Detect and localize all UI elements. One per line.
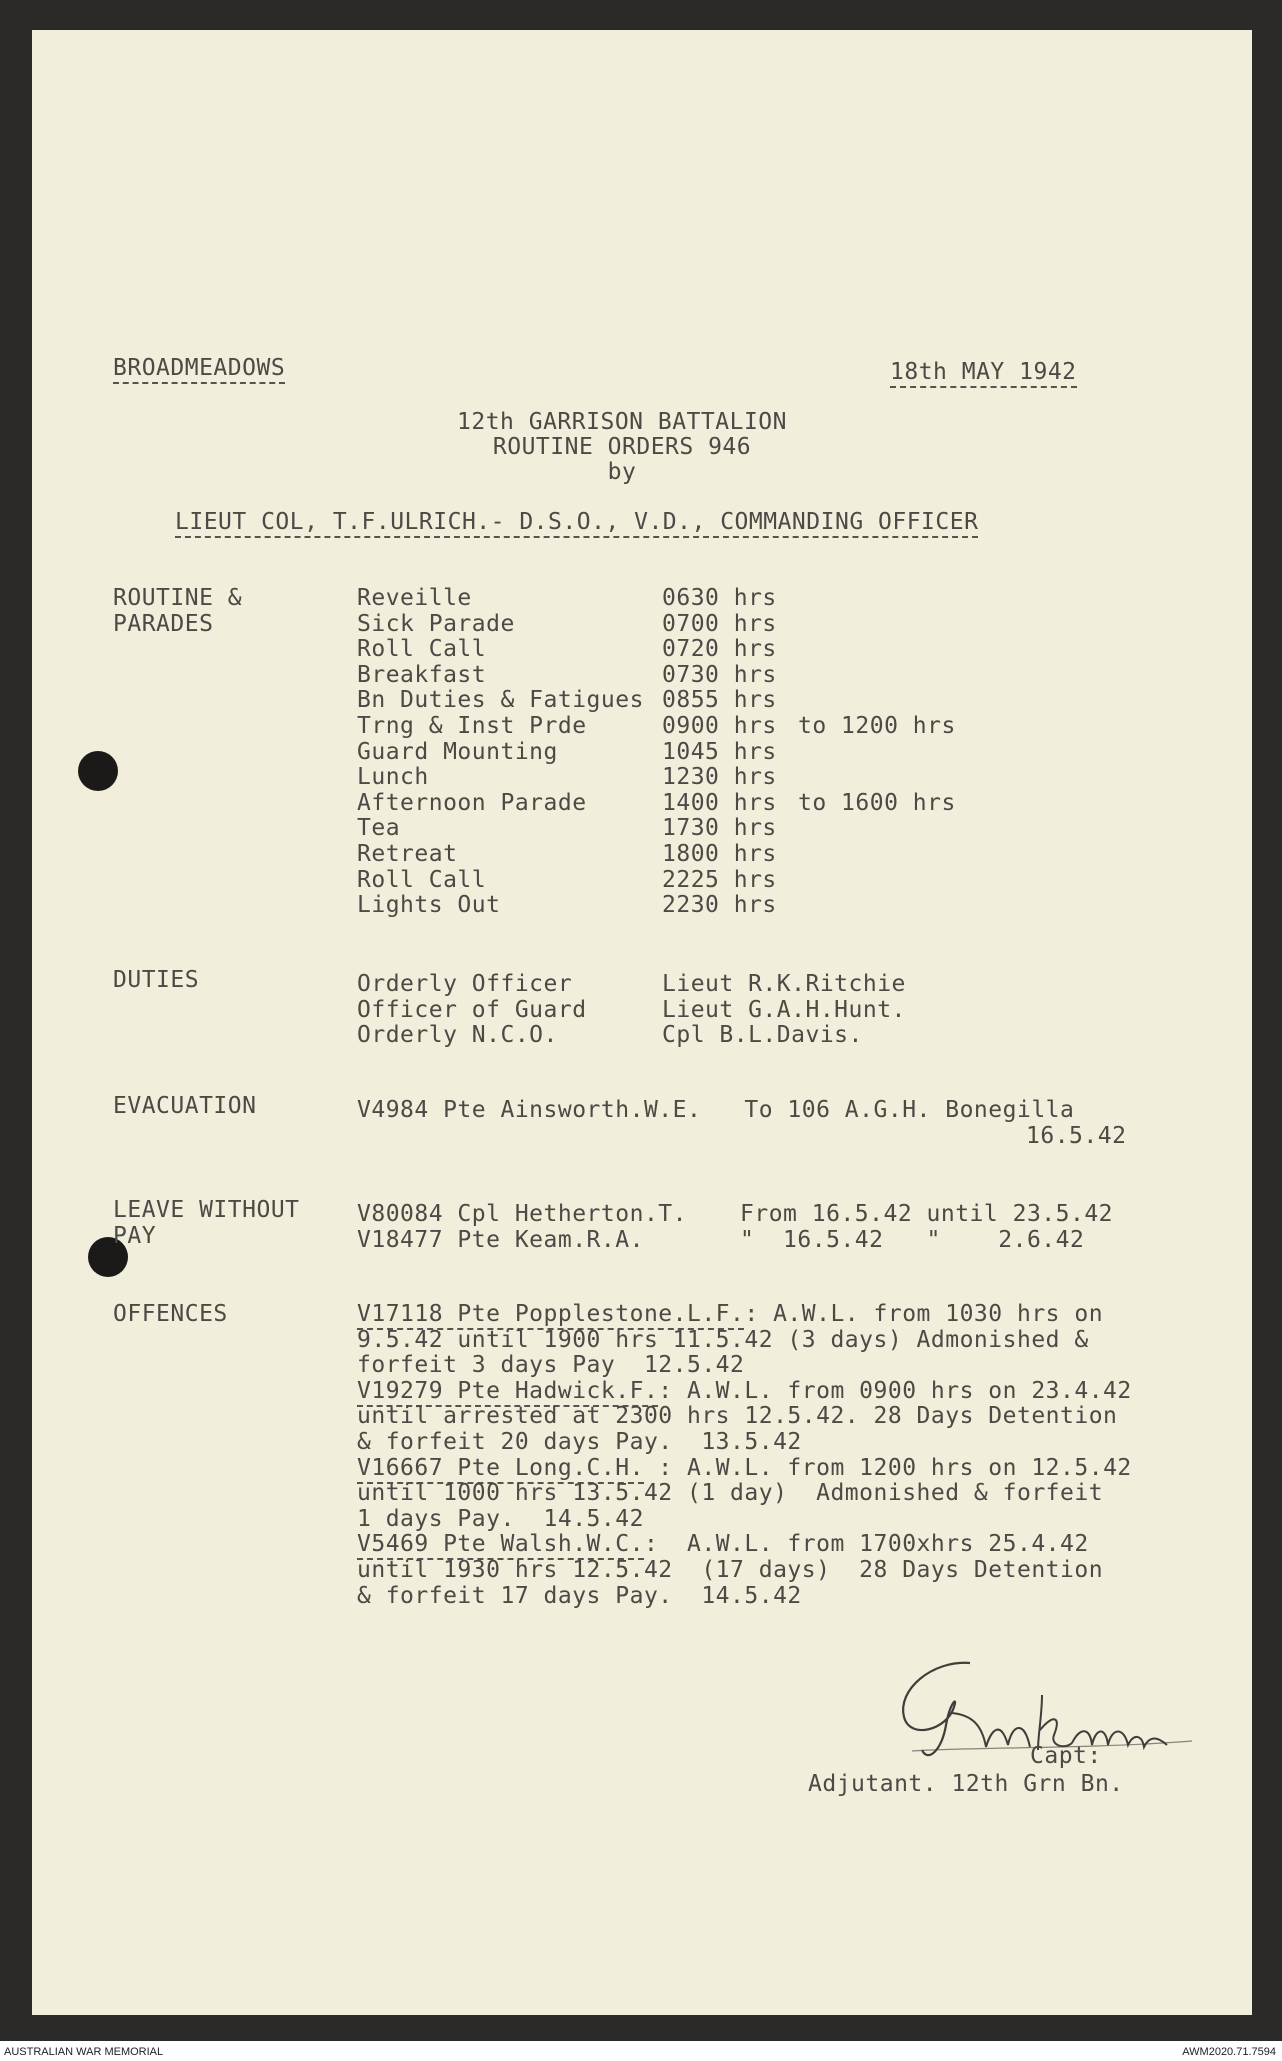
leave-soldier: V18477 Pte Keam.R.A. [357,1226,644,1253]
offence-entry [357,1302,1103,1379]
duty-role: Orderly Officer [357,971,573,997]
routine-item-time: 0730 hrs [662,661,777,688]
duty-role: Orderly N.C.O. [357,1022,558,1049]
offence-text: : A.W.L. from 1030 hrs on [744,1301,1104,1327]
routine-item-time: 2225 hrs [662,866,777,893]
routine-item-label: Guard Mounting [357,738,558,765]
offence-first-line [357,1379,1132,1405]
offences-heading: OFFENCES [113,1301,228,1327]
order-date: 18th MAY 1942 [890,360,1077,386]
offence-text: until 1930 hrs 12.5.42 (17 days) 28 Days Detention [357,1556,1104,1583]
routine-item-label: Trng & Inst Prde [357,713,587,739]
offence-text: 1 days Pay. 14.5.42 [357,1505,644,1532]
offence-text: : A.W.L. from 1700xhrs 25.4.42 [643,1531,1089,1558]
routine-item-time: 1730 hrs [662,815,777,842]
leave-heading: LEAVE WITHOUT PAY [113,1197,300,1249]
leave-soldier: V80084 Cpl Hetherton.T. [357,1201,687,1227]
routine-item-label: Afternoon Parade [357,789,587,816]
routine-item-time: 0630 hrs [662,585,777,611]
offence-entry [357,1532,1103,1609]
offence-text: & forfeit 20 days Pay. 13.5.42 [357,1428,802,1455]
duty-role: Officer of Guard [357,996,587,1023]
evacuation-heading: EVACUATION [113,1093,257,1119]
routine-item-label: Roll Call [357,636,487,663]
offence-first-line [357,1456,1132,1482]
routine-item-time: 1800 hrs [662,841,777,867]
routine-item-extra: to 1600 hrs [798,789,956,816]
offence-text: forfeit 3 days Pay 12.5.42 [357,1352,745,1379]
routine-item-time: 0900 hrs [662,713,777,739]
leave-period: " 16.5.42 " 2.6.42 [740,1226,1085,1253]
routine-item-extra: to 1200 hrs [798,713,956,739]
routine-item-label: Retreat [357,841,458,867]
routine-item-label: Lights Out [357,892,501,919]
routine-item-label: Breakfast [357,661,487,688]
orders-title: ROUTINE ORDERS 946 [492,434,752,460]
archive-name: AUSTRALIAN WAR MEMORIAL [4,2046,164,2058]
unit-title: 12th GARRISON BATTALION [457,409,787,435]
routine-item-time: 0855 hrs [662,687,777,714]
archive-reference: AWM2020.71.7594 [1182,2046,1276,2058]
offence-soldier: V19279 Pte Hadwick.F. [357,1378,658,1407]
offence-text: : A.W.L. from 0900 hrs on 23.4.42 [658,1377,1132,1404]
by-line: by [607,459,637,485]
offence-text: until arrested at 2300 hrs 12.5.42. 28 Days Detention [357,1403,1118,1430]
routine-item-time: 1045 hrs [662,738,777,765]
offence-entry [357,1379,1132,1456]
document-page [32,30,1252,2015]
offence-text: : A.W.L. from 1200 hrs on 12.5.42 [643,1454,1132,1481]
offence-text: & forfeit 17 days Pay. 14.5.42 [357,1582,802,1609]
leave-period: From 16.5.42 until 23.5.42 [740,1201,1114,1227]
routine-item-label: Tea [357,815,401,842]
routine-item-label: Sick Parade [357,610,515,637]
routine-item-time: 0700 hrs [662,610,777,637]
offence-text: until 1000 hrs 13.5.42 (1 day) Admonished & forfeit [357,1480,1104,1507]
signatory-title: Adjutant. 12th Grn Bn. [808,1771,1124,1797]
location-heading: BROADMEADOWS [113,356,285,382]
commanding-officer-line: LIEUT COL, T.F.ULRICH.- D.S.O., V.D., COMMANDING OFFICER [175,510,978,536]
routine-heading: ROUTINE & PARADES [113,585,243,637]
duties-heading: DUTIES [113,967,200,993]
routine-item-time: 2230 hrs [662,892,777,919]
archive-footer [0,2041,1282,2061]
offence-soldier: V5469 Pte Walsh.W.C. [357,1531,644,1560]
routine-item-label: Lunch [357,764,429,791]
routine-item-label: Roll Call [357,866,487,893]
duty-name: Cpl B.L.Davis. [662,1022,863,1049]
signatory-rank: Capt: [1030,1743,1102,1769]
routine-item-label: Bn Duties & Fatigues [357,687,644,714]
offence-text: 9.5.42 until 1900 hrs 11.5.42 (3 days) Admonished & [357,1326,1089,1353]
offence-first-line [357,1532,1103,1558]
offence-entry [357,1456,1132,1533]
routine-item-time: 1400 hrs [662,789,777,816]
offence-soldier: V16667 Pte Long.C.H. [357,1455,644,1484]
duty-name: Lieut R.K.Ritchie [662,971,906,997]
punch-hole-top [78,751,118,791]
evacuation-entry: V4984 Pte Ainsworth.W.E. To 106 A.G.H. Bonegilla [357,1097,1075,1123]
evacuation-date: 16.5.42 [1026,1123,1127,1149]
offence-first-line [357,1302,1103,1328]
offence-soldier: V17118 Pte Popplestone.L.F. [357,1301,744,1330]
routine-item-time: 0720 hrs [662,636,777,663]
routine-item-time: 1230 hrs [662,764,777,791]
duty-name: Lieut G.A.H.Hunt. [662,996,906,1023]
routine-item-label: Reveille [357,585,472,611]
